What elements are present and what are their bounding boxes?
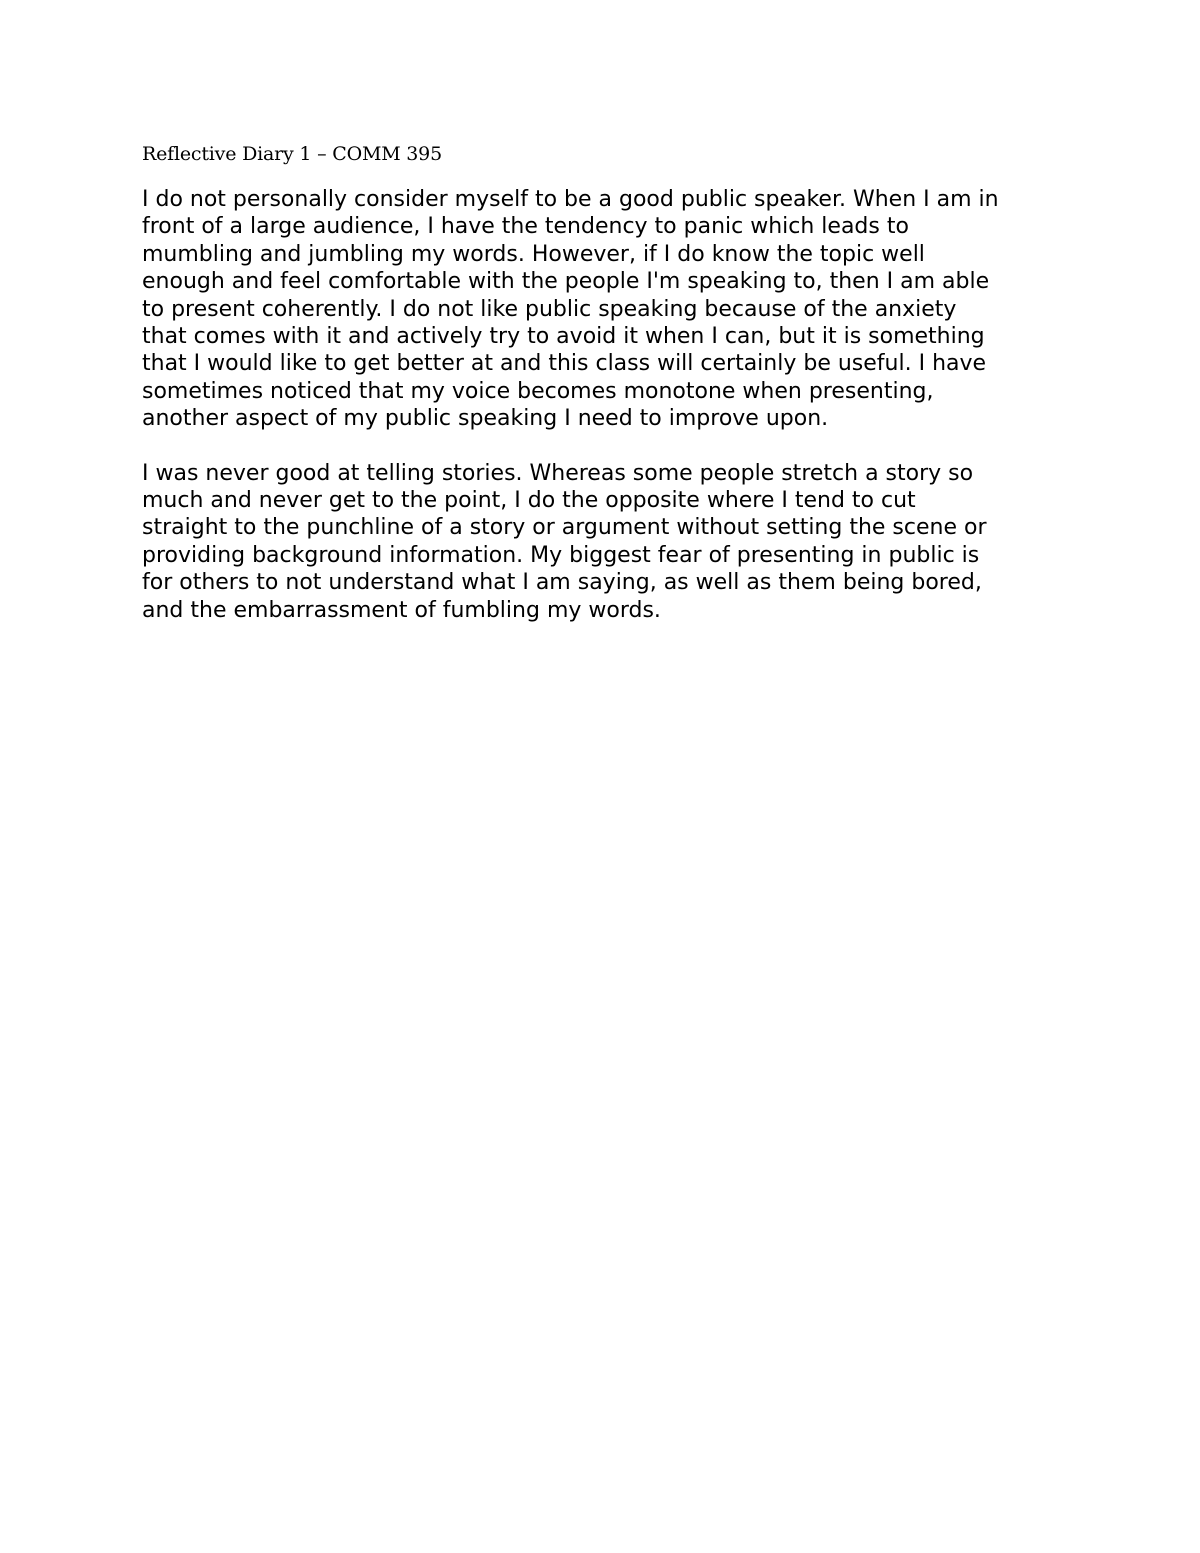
document-title: Reflective Diary 1 – COMM 395	[142, 143, 442, 165]
document-body	[142, 140, 1072, 651]
paragraph-2: I was never good at telling stories. Whereas some people stretch a story so much and never get to the point, I do the opposite where I tend to cut straight to the punchline of a story or argument without setting the scene or providing background information. My biggest fear of presenting in public is for others to not understand what I am saying, as well as them being bored, and the embarrassment of fumbling my words.	[142, 460, 987, 623]
paragraph-1: I do not personally consider myself to be a good public speaker. When I am in front of a large audience, I have the tendency to panic which leads to mumbling and jumbling my words. However, if I do know the topic well enough and feel comfortable with the people I'm speaking to, then I am able to present coherently. I do not like public speaking because of the anxiety that comes with it and actively try to avoid it when I can, but it is something that I would like to get better at and this class will certainly be useful. I have sometimes noticed that my voice becomes monotone when presenting, another aspect of my public speaking I need to improve upon.	[142, 187, 999, 432]
